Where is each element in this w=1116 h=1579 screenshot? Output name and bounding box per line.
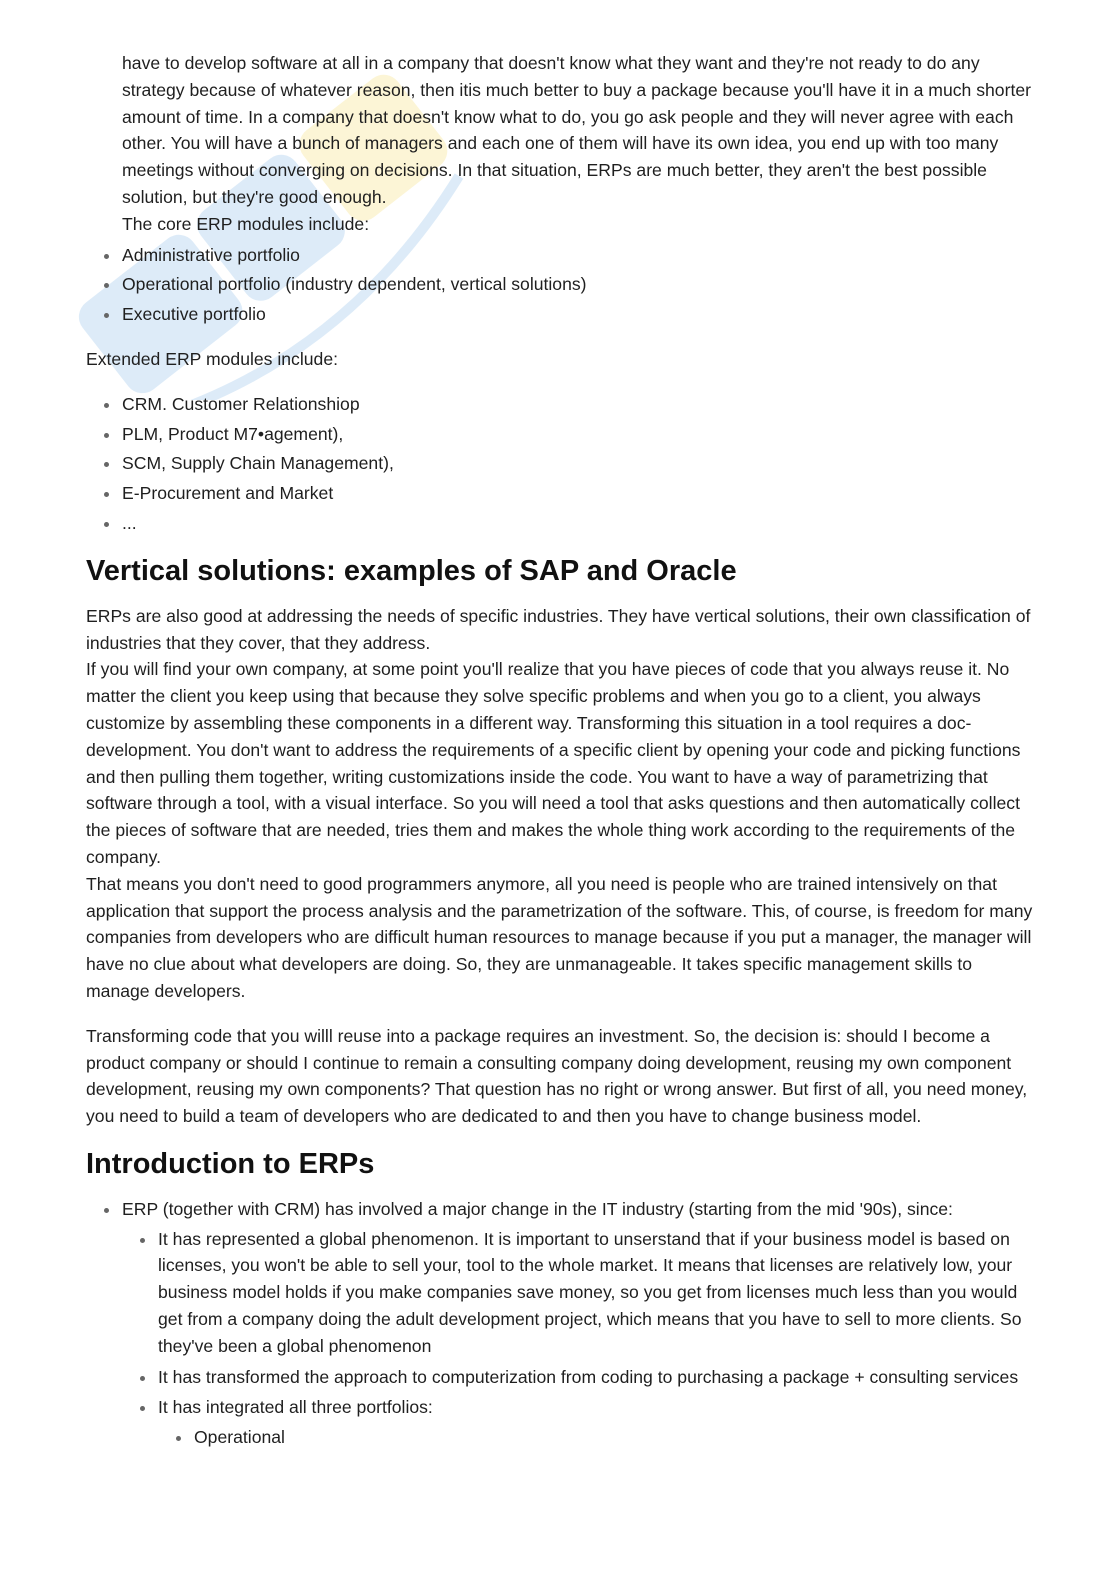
paragraph: ERPs are also good at addressing the needs of specific industries. They have vertical solutions, their own classification of industries that they cover, that they address. — [86, 605, 1031, 653]
list-item: Administrative portfolio — [86, 242, 1036, 269]
list-item — [122, 1394, 1036, 1451]
list-item: It has represented a global phenomenon. It is important to unserstand that if your business model is based on licenses, you won't be able to sell your, tool to the whole market. It means that licenses are relatively low, your business model holds if you make companies save money, so you get from licenses much less than you would get from a company doing the adult development project, which means that you have to sell to more clients. So they've been a global phenomenon — [122, 1226, 1036, 1360]
list-item-text: It has integrated all three portfolios: — [158, 1397, 433, 1418]
document-body — [86, 50, 1036, 1455]
list-item: PLM, Product M7•agement), — [86, 421, 1036, 448]
list-item: E-Procurement and Market — [86, 480, 1036, 507]
paragraph: If you will find your own company, at some point you'll realize that you have pieces of code that you always reuse it. No matter the client you keep using that because they solve specific problems and when you go to a client, you always customize by assembling these components in a different way. Transforming this situation in a tool requires a doc-development. You don't want to address the requirements of a specific client by opening your code and picking functions and then pulling them together, writing customizations inside the code. You want to have a way of parametrizing that software through a tool, with a visual interface. So you will need a tool that asks questions and then automatically collect the pieces of software that are needed, tries them and makes the whole thing work according to the requirements of the company. — [86, 659, 1021, 867]
intro-erp-list — [86, 1196, 1036, 1451]
intro-paragraph: have to develop software at all in a company that doesn't know what they want and they're not ready to do any strategy because of whatever reason, then itis much better to buy a package because you'll have it in a much shorter amount of time. In a company that doesn't know what to do, you go ask people and they will never agree with each other. You will have a bunch of managers and each one of them will have its own idea, you end up with too many meetings without converging on decisions. In that situation, ERPs are much better, they aren't the best possible solution, but they're good enough. — [122, 53, 1031, 207]
list-item: It has transformed the approach to computerization from coding to purchasing a package + consulting services — [122, 1364, 1036, 1391]
extended-modules-list — [86, 391, 1036, 537]
nested-list — [122, 1226, 1036, 1451]
section-title-intro-erp: Introduction to ERPs — [86, 1147, 375, 1180]
paragraph: Transforming code that you willl reuse into a package requires an investment. So, the decision is: should I become a product company or should I continue to remain a consulting company doing development, reusing my own component development, reusing my own components? That question has no right or wrong answer. But first of all, you need money, you need to build a team of developers who are dedicated to and then you have to change business model. — [86, 1025, 1028, 1127]
section-title-vertical: Vertical solutions: examples of SAP and Oracle — [86, 554, 737, 587]
core-modules-heading: The core ERP modules include: — [122, 213, 370, 234]
list-item: Operational portfolio (industry dependent, vertical solutions) — [86, 271, 1036, 298]
list-item: CRM. Customer Relationshiop — [86, 391, 1036, 418]
list-item: Executive portfolio — [86, 301, 1036, 328]
list-item: Operational — [158, 1424, 1036, 1451]
list-item — [86, 1196, 1036, 1451]
extended-modules-heading: Extended ERP modules include: — [86, 348, 339, 369]
list-item-text: ERP (together with CRM) has involved a major change in the IT industry (starting from the mid '90s), since: — [122, 1198, 953, 1219]
core-modules-list — [86, 242, 1036, 328]
list-item: ... — [86, 510, 1036, 537]
nested-list — [158, 1424, 1036, 1451]
list-item: SCM, Supply Chain Management), — [86, 450, 1036, 477]
paragraph: That means you don't need to good programmers anymore, all you need is people who are trained intensively on that application that support the process analysis and the parametrization of the software. This, of course, is freedom for many companies from developers who are difficult human resources to manage because if you put a manager, the manager will have no clue about what developers are doing. So, they are unmanageable. It takes specific management skills to manage developers. — [86, 873, 1033, 1001]
